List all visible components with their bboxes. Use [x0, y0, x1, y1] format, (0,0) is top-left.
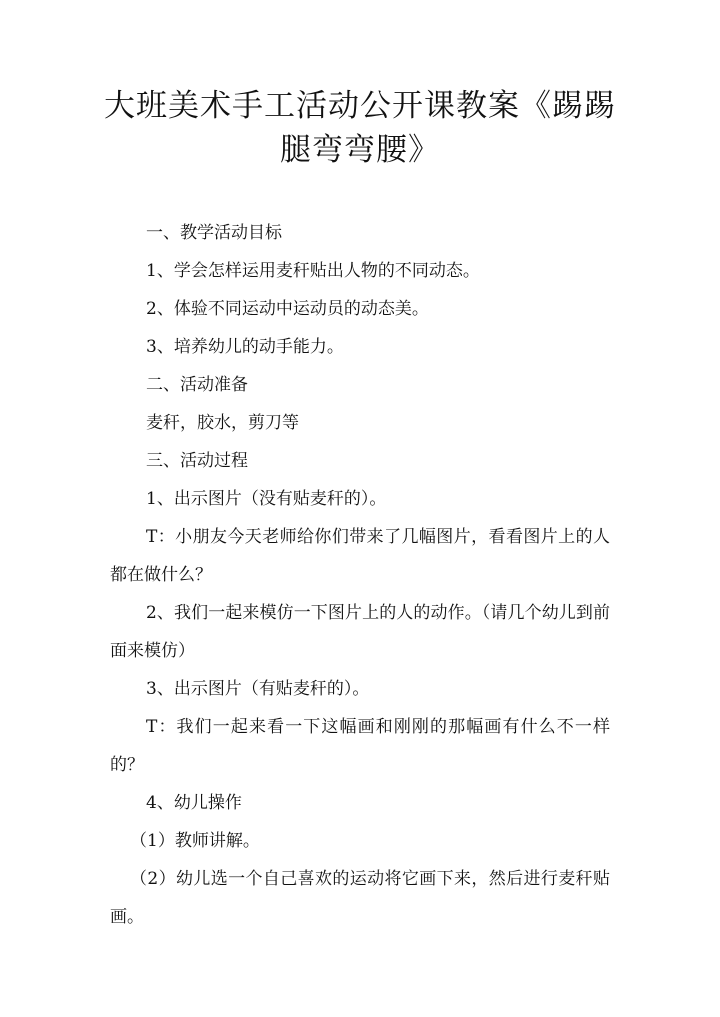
goal-item-1: 1、学会怎样运用麦秆贴出人物的不同动态。 — [146, 261, 480, 281]
teacher-dialogue-1: T：小朋友今天老师给你们带来了几幅图片，看看图片上的人都在做什么？ — [110, 527, 610, 585]
document-body — [110, 214, 610, 936]
document-title: 大班美术手工活动公开课教案《踢踢腿弯弯腰》 — [104, 88, 616, 168]
process-step-1: 1、出示图片（没有贴麦秆的）。 — [146, 489, 387, 509]
process-step-2: 2、我们一起来模仿一下图片上的人的动作。（请几个幼儿到前面来模仿） — [110, 603, 610, 661]
materials-list: 麦秆，胶水，剪刀等 — [146, 413, 299, 433]
section-heading-process: 三、活动过程 — [146, 451, 248, 471]
teacher-dialogue-2: T：我们一起来看一下这幅画和刚刚的那幅画有什么不一样的？ — [110, 717, 610, 775]
substep-2: （2）幼儿选一个自己喜欢的运动将它画下来，然后进行麦秆贴画。 — [110, 869, 610, 927]
goal-item-2: 2、体验不同运动中运动员的动态美。 — [146, 299, 429, 319]
process-step-4: 4、幼儿操作 — [146, 793, 242, 813]
process-step-3: 3、出示图片（有贴麦秆的）。 — [146, 679, 370, 699]
substep-1: （1）教师讲解。 — [130, 831, 260, 851]
section-heading-goals: 一、教学活动目标 — [146, 223, 282, 243]
section-heading-preparation: 二、活动准备 — [146, 375, 248, 395]
goal-item-3: 3、培养幼儿的动手能力。 — [146, 337, 344, 357]
